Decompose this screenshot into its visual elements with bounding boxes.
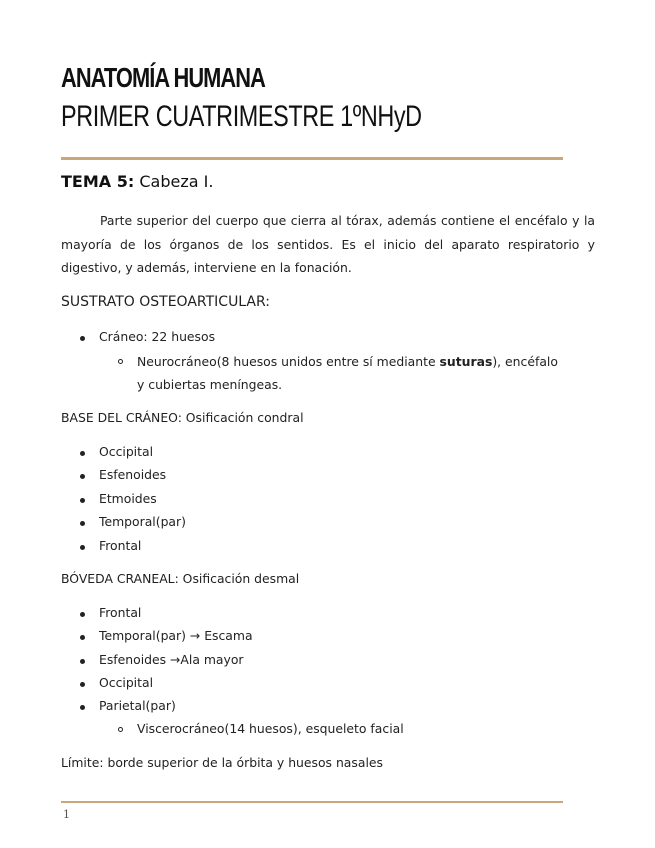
list-item: Frontal <box>99 605 142 620</box>
bullet-dot <box>80 545 85 550</box>
list-item: Parietal(par) <box>99 698 176 713</box>
list-item: Esfenoides <box>99 467 167 482</box>
neuro-text-after: ), encéfalo y cubiertas meníngeas. <box>137 354 558 392</box>
sub-bullet-circle <box>118 727 123 732</box>
list-item: Occipital <box>99 444 154 459</box>
list-item: Etmoides <box>99 491 157 506</box>
bullet-dot <box>80 336 85 341</box>
bullet-dot <box>80 521 85 526</box>
footer-divider <box>61 801 563 803</box>
document-subtitle: PRIMER CUATRIMESTRE 1ºNHyD <box>61 100 422 133</box>
neuro-text-bold: suturas <box>439 354 493 369</box>
bullet-dot <box>80 451 85 456</box>
list-item-craneo: Cráneo: 22 huesos <box>99 329 216 344</box>
list-item-neurocraneo <box>137 350 567 396</box>
bullet-dot <box>80 612 85 617</box>
list-item: Frontal <box>99 538 142 553</box>
list-item: Esfenoides →Ala mayor <box>99 652 244 667</box>
document-title: ANATOMÍA HUMANA <box>61 62 265 93</box>
neuro-text-before: Neurocráneo(8 huesos unidos entre sí mediante <box>137 354 440 369</box>
bullet-dot <box>80 705 85 710</box>
bullet-dot <box>80 474 85 479</box>
limite-text: Límite: borde superior de la órbita y huesos nasales <box>61 755 383 770</box>
bullet-dot <box>80 498 85 503</box>
list-item-viscerocraneo: Viscerocráneo(14 huesos), esqueleto facial <box>137 721 404 736</box>
topic-label: TEMA 5: <box>61 172 135 191</box>
header-divider <box>61 157 563 160</box>
bullet-dot <box>80 635 85 640</box>
boveda-heading: BÓVEDA CRANEAL: Osificación desmal <box>61 571 300 586</box>
intro-paragraph: Parte superior del cuerpo que cierra al tórax, además contiene el encéfalo y la mayoría de los órganos de los sentidos. Es el inicio del aparato respiratorio y digestivo, y además, interviene en la fonación. <box>61 213 595 275</box>
list-item: Occipital <box>99 675 154 690</box>
bullet-dot <box>80 659 85 664</box>
list-item: Temporal(par) <box>99 514 186 529</box>
sustrato-heading: SUSTRATO OSTEOARTICULAR: <box>61 294 271 310</box>
bullet-dot <box>80 682 85 687</box>
page-number: 1 <box>63 808 70 821</box>
topic-heading <box>61 172 213 191</box>
sub-bullet-circle <box>118 359 123 364</box>
topic-name: Cabeza I. <box>139 172 214 191</box>
list-item: Temporal(par) → Escama <box>99 628 253 643</box>
base-heading: BASE DEL CRÁNEO: Osificación condral <box>61 410 304 425</box>
